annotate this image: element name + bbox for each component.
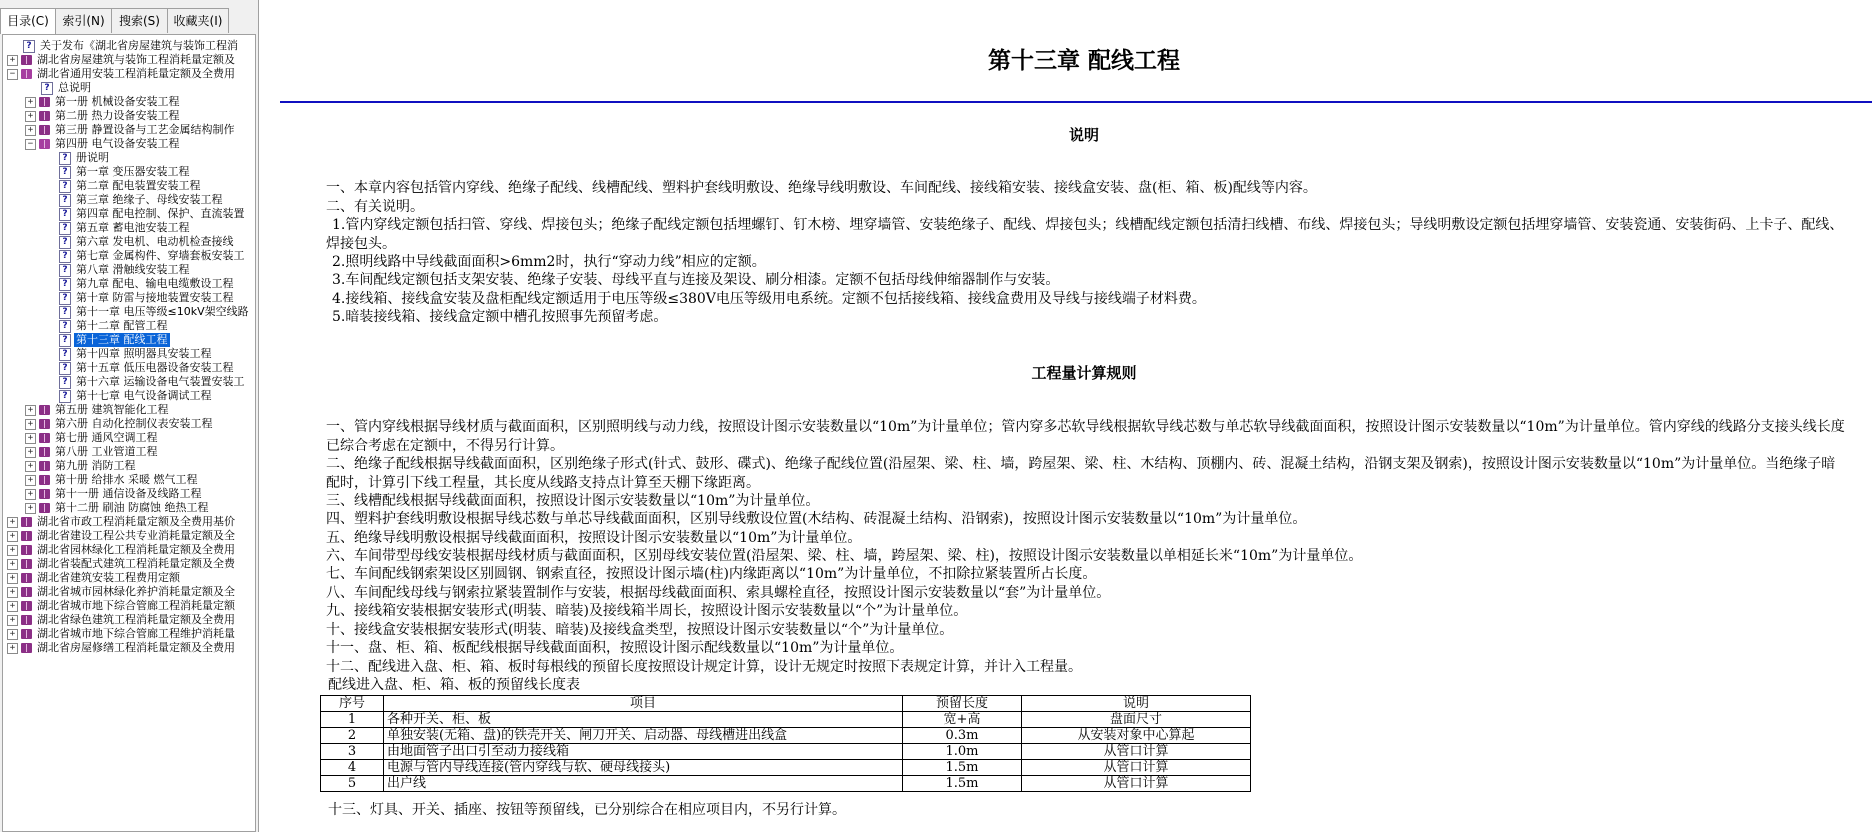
rule-paragraph: 三、线槽配线根据导线截面面积，按照设计图示安装数量以“10m”为计量单位。	[326, 493, 820, 509]
tree-item[interactable]: ? 第十六章 运输设备电气装置安装工	[59, 375, 247, 389]
tree-item[interactable]: + 湖北省房屋修缮工程消耗量定额及全费用	[7, 641, 237, 655]
book-icon	[21, 545, 32, 555]
table-cell: 电源与管内导线连接(管内穿线与软、硬母线接头)	[384, 760, 903, 776]
tree-item[interactable]: ? 第十一章 电压等级≤10kV架空线路	[59, 305, 251, 319]
book-icon	[21, 601, 32, 611]
expand-icon[interactable]: +	[7, 629, 18, 640]
book-icon	[21, 55, 32, 65]
tree-item[interactable]: + 第十册 给排水 采暖 燃气工程	[25, 473, 200, 487]
tab-contents[interactable]: 目录(C)	[0, 8, 56, 34]
tree-item[interactable]: ? 第十四章 照明器具安装工程	[59, 347, 214, 361]
help-page-icon: ?	[59, 180, 71, 193]
expand-icon[interactable]: +	[7, 531, 18, 542]
page-title: 第十三章 配线工程	[987, 47, 1180, 74]
title-divider	[280, 101, 1872, 103]
table-cell: 4	[321, 760, 384, 776]
table-cell: 1	[321, 712, 384, 728]
book-icon	[39, 125, 50, 135]
table-cell: 宽+高	[903, 712, 1022, 728]
table-header-row	[321, 696, 1251, 712]
tree-item[interactable]: + 第一册 机械设备安装工程	[25, 95, 182, 109]
help-page-icon: ?	[59, 292, 71, 305]
table-cell: 1.5m	[903, 760, 1022, 776]
tree-item[interactable]: + 第六册 自动化控制仪表安装工程	[25, 417, 215, 431]
tree-item[interactable]: + 湖北省建筑安装工程费用定额	[7, 571, 182, 585]
table-header: 说明	[1022, 696, 1251, 712]
help-page-icon: ?	[59, 390, 71, 403]
explain-paragraph: 二、有关说明。	[326, 199, 424, 215]
expand-icon[interactable]: +	[25, 489, 36, 500]
tree-item[interactable]: + 第七册 通风空调工程	[25, 431, 160, 445]
help-page-icon: ?	[59, 222, 71, 235]
table-row	[321, 760, 1251, 776]
tree-item[interactable]: ? 册说明	[59, 151, 111, 165]
explain-paragraph: 4.接线箱、接线盒安装及盘柜配线定额适用于电压等级≤380V电压等级用电系统。定额不包括接线箱、接线盒费用及导线与接线端子材料费。	[332, 291, 1206, 307]
book-icon	[39, 503, 50, 513]
tree-item[interactable]: + 第十二册 刷油 防腐蚀 绝热工程	[25, 501, 211, 515]
table-cell: 0.3m	[903, 728, 1022, 744]
expand-icon[interactable]: +	[25, 433, 36, 444]
help-page-icon: ?	[59, 250, 71, 263]
tree-item-selected[interactable]: ? 第十三章 配线工程	[59, 333, 170, 347]
book-icon	[21, 587, 32, 597]
collapse-icon[interactable]: −	[25, 139, 36, 150]
expand-icon[interactable]: +	[25, 503, 36, 514]
book-icon	[21, 531, 32, 541]
help-page-icon: ?	[59, 362, 71, 375]
expand-icon[interactable]: +	[7, 587, 18, 598]
tree-item[interactable]: ? 第十章 防雷与接地装置安装工程	[59, 291, 236, 305]
tree-item[interactable]: ? 第四章 配电控制、保护、直流装置	[59, 207, 247, 221]
tree-item[interactable]: + 湖北省绿色建筑工程消耗量定额及全费用	[7, 613, 237, 627]
help-page-icon: ?	[59, 320, 71, 333]
book-icon	[39, 111, 50, 121]
tab-search[interactable]: 搜索(S)	[111, 8, 168, 33]
expand-icon[interactable]: +	[7, 517, 18, 528]
help-page-icon: ?	[41, 82, 53, 95]
rule-paragraph: 五、绝缘导线明敷设根据导线截面面积，按照设计图示安装数量以“10m”为计量单位。	[326, 530, 862, 546]
table-cell: 5	[321, 776, 384, 792]
rule-paragraph: 八、车间配线母线与钢索拉紧装置制作与安装，根据母线截面面积、索具螺栓直径，按照设计图示安装数量以“套”为计量单位。	[326, 585, 1111, 601]
tree-item[interactable]: + 第八册 工业管道工程	[25, 445, 160, 459]
table-header: 预留长度	[903, 696, 1022, 712]
book-icon	[21, 559, 32, 569]
rule-paragraph: 九、接线箱安装根据安装形式(明装、暗装)及接线箱半周长，按照设计图示安装数量以“个”为计量单位。	[326, 603, 968, 619]
expand-icon[interactable]: +	[25, 419, 36, 430]
book-icon	[39, 419, 50, 429]
book-icon	[21, 573, 32, 583]
table-cell: 从管口计算	[1022, 760, 1251, 776]
rule-paragraph: 十、接线盒安装根据安装形式(明装、暗装)及接线盒类型，按照设计图示安装数量以“个”为计量单位。	[326, 622, 954, 638]
tree-item[interactable]: + 湖北省园林绿化工程消耗量定额及全费用	[7, 543, 237, 557]
help-page-icon: ?	[59, 208, 71, 221]
section-heading-explain: 说明	[1068, 126, 1099, 144]
expand-icon[interactable]: +	[25, 475, 36, 486]
expand-icon[interactable]: +	[7, 545, 18, 556]
tree-item[interactable]: ? 第十五章 低压电器设备安装工程	[59, 361, 236, 375]
expand-icon[interactable]: +	[7, 615, 18, 626]
rule-paragraph: 十三、灯具、开关、插座、按钮等预留线，已分别综合在相应项目内，不另行计算。	[328, 802, 846, 818]
tree-item[interactable]: + 湖北省城市园林绿化养护消耗量定额及全	[7, 585, 237, 599]
tree-item[interactable]: ? 第五章 蓄电池安装工程	[59, 221, 192, 235]
tree-item[interactable]: + 湖北省市政工程消耗量定额及全费用基价	[7, 515, 237, 529]
help-page-icon: ?	[59, 194, 71, 207]
tree-item[interactable]: + 湖北省房屋建筑与装饰工程消耗量定额及	[7, 53, 237, 67]
expand-icon[interactable]: +	[7, 643, 18, 654]
help-page-icon: ?	[59, 306, 71, 319]
tree-item[interactable]: − 湖北省通用安装工程消耗量定额及全费用	[7, 67, 237, 81]
help-page-icon: ?	[59, 264, 71, 277]
rule-paragraph: 十二、配线进入盘、柜、箱、板时每根线的预留长度按照设计规定计算，设计无规定时按照下表规定计算，并计入工程量。	[326, 659, 1082, 675]
tree-item[interactable]: ? 第三章 绝缘子、母线安装工程	[59, 193, 225, 207]
table-caption: 配线进入盘、柜、箱、板的预留线长度表	[328, 677, 580, 693]
expand-icon[interactable]: +	[7, 559, 18, 570]
explain-paragraph: 1.管内穿线定额包括扫管、穿线、焊接包头；绝缘子配线定额包括埋螺钉、钉木榜、埋穿墙管、安装绝缘子、配线、焊接包头；线槽配线定额包括清扫线槽、布线、焊接包头；导线明敷设定额包括埋穿墙管、安装瓷通、安装街码、上卡子、配线、焊接包头。	[326, 217, 1844, 252]
book-icon	[21, 615, 32, 625]
table-cell: 1.0m	[903, 744, 1022, 760]
table-cell: 单独安装(无箱、盘)的铁壳开关、闸刀开关、启动器、母线槽进出线盒	[384, 728, 903, 744]
nav-tab-bar	[0, 8, 258, 34]
expand-icon[interactable]: +	[25, 461, 36, 472]
table-cell: 从安装对象中心算起	[1022, 728, 1251, 744]
left-navigation-pane	[0, 0, 259, 832]
open-book-icon	[21, 69, 32, 79]
tree-item[interactable]: + 第五册 建筑智能化工程	[25, 403, 171, 417]
help-page-icon: ?	[59, 348, 71, 361]
tree-item[interactable]: + 湖北省城市地下综合管廊工程维护消耗量	[7, 627, 237, 641]
book-icon	[39, 475, 50, 485]
tree-item[interactable]: + 湖北省建设工程公共专业消耗量定额及全	[7, 529, 237, 543]
tree-item[interactable]: ? 第七章 金属构件、穿墙套板安装工	[59, 249, 247, 263]
table-row	[321, 728, 1251, 744]
table-cell: 盘面尺寸	[1022, 712, 1251, 728]
table-cell: 从管口计算	[1022, 744, 1251, 760]
document-content	[264, 0, 1872, 832]
tab-index[interactable]: 索引(N)	[55, 8, 112, 33]
rule-paragraph: 四、塑料护套线明敷设根据导线芯数与单芯导线截面面积，区别导线敷设位置(木结构、砖混凝土结构、沿钢索)，按照设计图示安装数量以“10m”为计量单位。	[326, 511, 1307, 527]
table-header: 项目	[384, 696, 903, 712]
tree-item[interactable]: ? 第八章 滑触线安装工程	[59, 263, 192, 277]
table-cell: 3	[321, 744, 384, 760]
book-icon	[39, 447, 50, 457]
book-icon	[39, 489, 50, 499]
expand-icon[interactable]: +	[25, 405, 36, 416]
reserve-length-table	[320, 695, 1251, 792]
expand-icon[interactable]: +	[7, 601, 18, 612]
book-icon	[39, 461, 50, 471]
help-page-icon: ?	[59, 152, 71, 165]
tree-item[interactable]: ? 第六章 发电机、电动机检查接线	[59, 235, 236, 249]
tree-item[interactable]: − 第四册 电气设备安装工程	[25, 137, 182, 151]
rule-paragraph: 六、车间带型母线安装根据母线材质与截面面积，区别母线安装位置(沿屋架、梁、柱、墙，跨屋架、梁、柱)，按照设计图示安装数量以单相延长米“10m”为计量单位。	[326, 548, 1363, 564]
rule-paragraph: 一、管内穿线根据导线材质与截面面积，区别照明线与动力线，按照设计图示安装数量以“10m”为计量单位；管内穿多芯软导线根据软导线芯数与单芯软导线截面面积，按照设计图示安装数量以“10m”为计量单位。管内穿线的线路分支接头线长度已综合考虑在定额中，不得另行计算。	[326, 419, 1845, 454]
help-page-icon: ?	[59, 236, 71, 249]
tree-item[interactable]: ? 总说明	[41, 81, 93, 95]
tree-item[interactable]: ? 第九章 配电、输电电缆敷设工程	[59, 277, 236, 291]
expand-icon[interactable]: +	[25, 97, 36, 108]
table-cell: 从管口计算	[1022, 776, 1251, 792]
help-page-icon: ?	[23, 40, 35, 53]
book-icon	[39, 433, 50, 443]
expand-icon[interactable]: +	[25, 125, 36, 136]
book-icon	[21, 643, 32, 653]
rule-paragraph: 十一、盘、柜、箱、板配线根据导线截面面积，按照设计图示配线数量以“10m”为计量单位。	[326, 640, 904, 656]
explain-paragraph: 一、本章内容包括管内穿线、绝缘子配线、线槽配线、塑料护套线明敷设、绝缘导线明敷设、车间配线、接线箱安装、接线盒安装、盘(柜、箱、板)配线等内容。	[326, 180, 1317, 196]
tree-item[interactable]: + 第二册 热力设备安装工程	[25, 109, 182, 123]
book-icon	[39, 405, 50, 415]
collapse-icon[interactable]: −	[7, 69, 18, 80]
explain-paragraph: 5.暗装接线箱、接线盒定额中槽孔按照事先预留考虑。	[332, 309, 668, 325]
tree-item[interactable]: ? 第十七章 电气设备调试工程	[59, 389, 214, 403]
rule-paragraph: 七、车间配线钢索架设区别圆钢、钢索直径，按照设计图示墙(柱)内缘距离以“10m”为计量单位，不扣除拉紧装置所占长度。	[326, 566, 1097, 582]
table-cell: 2	[321, 728, 384, 744]
contents-tree[interactable]	[2, 34, 256, 832]
table-cell: 各种开关、柜、板	[384, 712, 903, 728]
help-page-icon: ?	[59, 278, 71, 291]
book-icon	[21, 517, 32, 527]
table-cell: 由地面管子出口引至动力接线箱	[384, 744, 903, 760]
table-row	[321, 744, 1251, 760]
tree-item[interactable]: ? 第一章 变压器安装工程	[59, 165, 192, 179]
open-book-icon	[39, 139, 50, 149]
book-icon	[21, 629, 32, 639]
tree-item[interactable]: ? 第二章 配电装置安装工程	[59, 179, 203, 193]
expand-icon[interactable]: +	[7, 573, 18, 584]
section-heading-rules: 工程量计算规则	[1031, 364, 1137, 382]
expand-icon[interactable]: +	[7, 55, 18, 66]
expand-icon[interactable]: +	[25, 447, 36, 458]
table-cell: 出户线	[384, 776, 903, 792]
help-page-icon: ?	[59, 334, 71, 347]
tree-item[interactable]: + 第九册 消防工程	[25, 459, 138, 473]
tree-item[interactable]: ? 第十二章 配管工程	[59, 319, 170, 333]
tab-favorites[interactable]: 收藏夹(I)	[167, 8, 229, 33]
explain-paragraph: 2.照明线路中导线截面面积>6mm2时，执行“穿动力线”相应的定额。	[332, 254, 766, 270]
table-header: 序号	[321, 696, 384, 712]
table-row	[321, 776, 1251, 792]
tree-item[interactable]: + 湖北省城市地下综合管廊工程消耗量定额	[7, 599, 237, 613]
tree-item[interactable]: + 第十一册 通信设备及线路工程	[25, 487, 204, 501]
rule-paragraph: 二、绝缘子配线根据导线截面面积，区别绝缘子形式(针式、鼓形、碟式)、绝缘子配线位置(沿屋架、梁、柱、墙，跨屋架、梁、柱、木结构、顶棚内、砖、混凝土结构，沿钢支架及钢索)，按照设计图示安装数量以“10m”为计量单位。当绝缘子暗配时，计算引下线工程量，其长度从线路支持点计算至天棚下缘距离。	[326, 456, 1836, 491]
tree-item[interactable]: + 湖北省装配式建筑工程消耗量定额及全费	[7, 557, 237, 571]
help-page-icon: ?	[59, 166, 71, 179]
table-cell: 1.5m	[903, 776, 1022, 792]
help-page-icon: ?	[59, 376, 71, 389]
table-row	[321, 712, 1251, 728]
explain-paragraph: 3.车间配线定额包括支架安装、绝缘子安装、母线平直与连接及架设、刷分相漆。定额不包括母线伸缩器制作与安装。	[332, 272, 1060, 288]
tree-item[interactable]: + 第三册 静置设备与工艺金属结构制作	[25, 123, 237, 137]
tree-item[interactable]: ? 关于发布《湖北省房屋建筑与装饰工程消	[23, 39, 240, 53]
book-icon	[39, 97, 50, 107]
expand-icon[interactable]: +	[25, 111, 36, 122]
